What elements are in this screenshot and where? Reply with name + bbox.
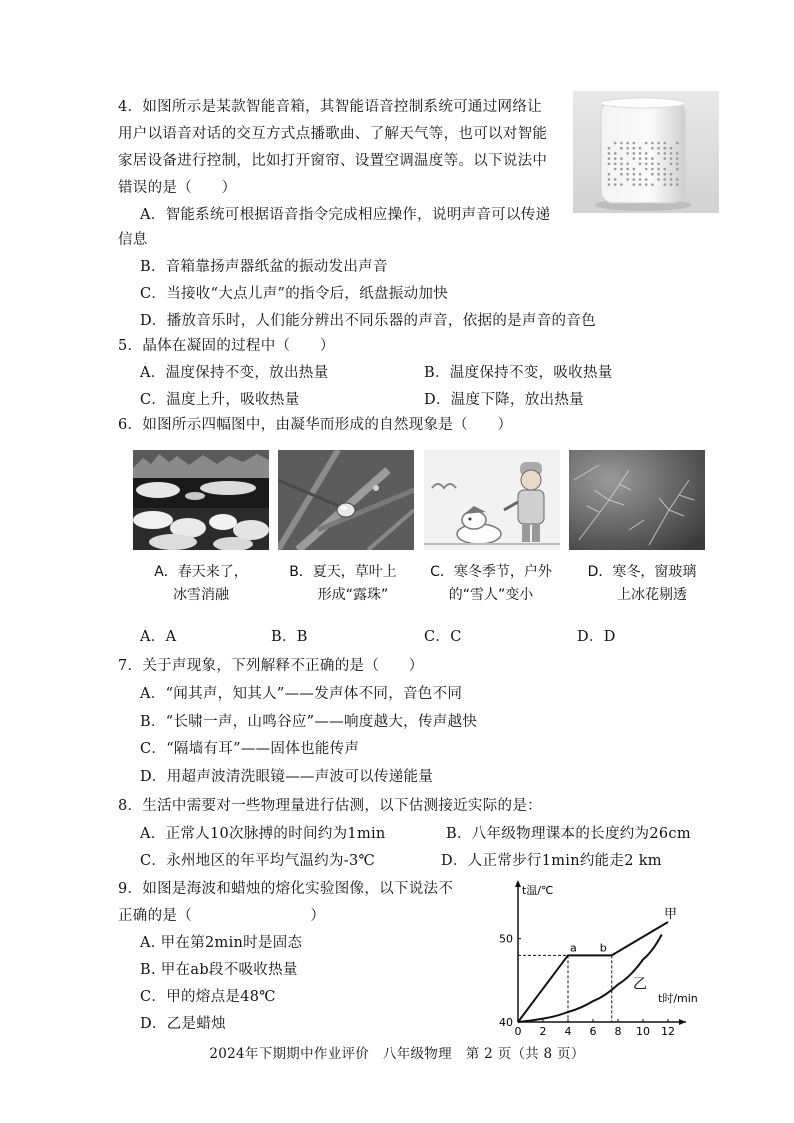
q5-option-a: A．温度保持不变，放出热量	[140, 365, 329, 381]
q9-option-a: A. 甲在第2min时是固态	[140, 935, 303, 951]
y-axis-label: t温/℃	[522, 884, 554, 897]
q8-stem: 8．生活中需要对一些物理量进行估测，以下估测接近实际的是：	[118, 798, 542, 814]
speaker-grille-dot	[608, 183, 611, 186]
y-tick-label: 50	[499, 932, 513, 946]
page-footer: 2024年下期期中作业评价 八年级物理 第 2 页（共 8 页）	[209, 1046, 585, 1062]
speaker-grille-dot	[620, 163, 623, 166]
speaker-grille-dot	[645, 183, 648, 186]
q4-option-d: D．播放音乐时，人们能分辨出不同乐器的声音，依据的是声音的音色	[140, 313, 596, 329]
q5-stem: 5．晶体在凝固的过程中（ ）	[118, 338, 335, 354]
q6-caption-d-line-2: 上冰花剔透	[617, 587, 687, 603]
speaker-grille-dot	[645, 152, 648, 155]
q4-stem-line-2: 用户以语音对话的交互方式点播歌曲、了解天气等，也可以对智能	[118, 126, 548, 142]
q6-caption-a-line-1: A．春天来了，	[154, 564, 248, 580]
speaker-grille-dot	[645, 163, 648, 166]
speaker-grille-dot	[657, 173, 660, 176]
x-tick-label: 8	[614, 1025, 622, 1038]
series-label-yi: 乙	[633, 976, 647, 993]
speaker-grille-dot	[670, 173, 673, 176]
q9-option-c: C．甲的熔点是48℃	[140, 989, 276, 1005]
speaker-grille-dot	[639, 163, 642, 166]
q5-option-c: C．温度上升，吸收热量	[140, 392, 300, 408]
q9-option-b: B. 甲在ab段不吸收热量	[140, 962, 298, 978]
speaker-grille-dot	[639, 173, 642, 176]
speaker-grille-dot	[626, 178, 629, 181]
speaker-grille-dot	[608, 173, 611, 176]
x-axis-label: t时/min	[658, 992, 698, 1005]
speaker-grille-dot	[664, 173, 667, 176]
q6-option-b: B．B	[271, 629, 308, 645]
speaker-grille-dot	[633, 147, 636, 150]
speaker-grille-dot	[639, 157, 642, 160]
q4-option-a-line-1: A．智能系统可根据语音指令完成相应操作，说明声音可以传递	[140, 207, 551, 223]
speaker-grille-dot	[633, 142, 636, 145]
q7-option-b: B．“长啸一声，山鸣谷应”——响度越大，传声越快	[140, 714, 478, 730]
q4-option-b: B．音箱靠扬声器纸盆的振动发出声音	[140, 259, 388, 275]
speaker-grille-dot	[633, 157, 636, 160]
series-label-jia: 甲	[664, 907, 678, 922]
speaker-grille-dot	[676, 183, 679, 186]
speaker-grille-dot	[626, 173, 629, 176]
speaker-grille-dot	[620, 147, 623, 150]
speaker-grille-dot	[614, 152, 617, 155]
speaker-grille-dot	[633, 168, 636, 171]
speaker-grille-dot	[608, 152, 611, 155]
speaker-grille-dot	[657, 142, 660, 145]
speaker-grille-dot	[614, 157, 617, 160]
melting-chart	[478, 872, 718, 1042]
speaker-grille-dot	[664, 168, 667, 171]
speaker-grille-dot	[614, 168, 617, 171]
q4-stem-line-3: 家居设备进行控制，比如打开窗帘、设置空调温度等。以下说法中	[118, 153, 548, 169]
speaker-grille-dot	[614, 163, 617, 166]
speaker-grille-dot	[626, 168, 629, 171]
q5-option-b: B．温度保持不变，吸收热量	[424, 365, 613, 381]
q6-caption-c-line-1: C．寒冬季节，户外	[430, 564, 552, 580]
speaker-grille-dot	[664, 142, 667, 145]
smart-speaker-photo	[573, 91, 719, 213]
speaker-grille-dot	[614, 183, 617, 186]
speaker-grille-dot	[676, 152, 679, 155]
x-tick-label: 2	[539, 1025, 547, 1038]
speaker-grille-dot	[645, 178, 648, 181]
speaker-grille-dot	[620, 157, 623, 160]
q7-option-a: A．“闻其声，知其人”——发声体不同，音色不同	[140, 686, 463, 702]
q6-caption-b-line-1: B．夏天，草叶上	[289, 564, 397, 580]
melting-snow-photo	[133, 450, 269, 550]
speaker-grille-dot	[608, 147, 611, 150]
x-tick-label: 4	[564, 1025, 572, 1038]
speaker-grille-dot	[614, 178, 617, 181]
x-tick-label: 6	[589, 1025, 597, 1038]
x-tick-label: 0	[514, 1025, 522, 1038]
y-axis-arrow	[515, 880, 521, 887]
speaker-grille-dot	[657, 168, 660, 171]
speaker-grille-dot	[639, 152, 642, 155]
speaker-grille-dot	[651, 157, 654, 160]
speaker-grille-dot	[608, 163, 611, 166]
q6-option-c: C．C	[424, 629, 462, 645]
speaker-grille-dot	[620, 173, 623, 176]
speaker-grille-dot	[664, 183, 667, 186]
q4-stem-line-4: 错误的是（ ）	[118, 180, 237, 196]
speaker-grille-dot	[664, 178, 667, 181]
speaker-grille-dot	[626, 163, 629, 166]
frost-window-photo	[569, 450, 705, 550]
speaker-grille-dot	[608, 178, 611, 181]
speaker-grille-dot	[670, 157, 673, 160]
speaker-grille-dot	[676, 178, 679, 181]
speaker-grille-dot	[645, 157, 648, 160]
q5-option-d: D．温度下降，放出热量	[424, 392, 584, 408]
q4-stem-line-1: 4．如图所示是某款智能音箱，其智能语音控制系统可通过网络让	[118, 99, 542, 115]
speaker-grille-dot	[620, 183, 623, 186]
speaker-grille-dot	[633, 178, 636, 181]
speaker-grille-dot	[651, 168, 654, 171]
q7-stem: 7．关于声现象，下列解释不正确的是（ ）	[118, 658, 424, 674]
q8-option-b: B．八年级物理课本的长度约为26cm	[446, 826, 691, 842]
speaker-grille-dot	[664, 152, 667, 155]
speaker-grille-dot	[670, 183, 673, 186]
speaker-grille-dot	[645, 142, 648, 145]
speaker-grille-dot	[651, 173, 654, 176]
q8-option-c: C．永州地区的年平均气温约为-3℃	[140, 853, 376, 869]
speaker-grille-dot	[657, 178, 660, 181]
speaker-grille-dot	[608, 157, 611, 160]
speaker-grille-dot	[620, 142, 623, 145]
y-tick-label: 40	[499, 1016, 513, 1029]
q6-option-d: D．D	[577, 629, 616, 645]
speaker-grille-dot	[651, 163, 654, 166]
speaker-grille-dot	[657, 163, 660, 166]
speaker-grille-dot	[657, 147, 660, 150]
q9-option-d: D．乙是蜡烛	[140, 1016, 226, 1032]
speaker-grille-dot	[676, 157, 679, 160]
speaker-grille-dot	[645, 168, 648, 171]
speaker-grille-dot	[670, 163, 673, 166]
speaker-grille-dot	[633, 173, 636, 176]
q4-option-a-line-2: 信息	[118, 232, 148, 248]
speaker-grille-dot	[639, 178, 642, 181]
q4-option-c: C．当接收“大点儿声”的指令后，纸盘振动加快	[140, 286, 449, 302]
q7-option-d: D．用超声波清洗眼镜——声波可以传递能量	[140, 769, 434, 785]
point-label-b: b	[599, 941, 607, 955]
speaker-grille-dot	[626, 152, 629, 155]
speaker-grille-dot	[670, 147, 673, 150]
speaker-grille-dot	[676, 168, 679, 171]
speaker-grille-dot	[639, 183, 642, 186]
snowman-cartoon	[424, 450, 560, 550]
speaker-grille-dot	[670, 152, 673, 155]
q9-stem-line-2: 正确的是（ ）	[118, 908, 326, 924]
x-tick-label: 12	[661, 1025, 675, 1038]
speaker-grille-dot	[620, 168, 623, 171]
speaker-grille-dot	[676, 142, 679, 145]
point-label-a: a	[570, 941, 577, 955]
speaker-grille-dot	[633, 152, 636, 155]
x-axis-arrow	[679, 1019, 686, 1025]
speaker-grille-dot	[633, 183, 636, 186]
q6-option-a: A．A	[140, 629, 177, 645]
q8-option-a: A．正常人10次脉搏的时间约为1min	[140, 826, 386, 842]
x-tick-label: 10	[636, 1025, 650, 1038]
dew-on-grass-photo	[278, 450, 414, 550]
speaker-grille-dot	[639, 147, 642, 150]
q6-stem: 6．如图所示四幅图中，由凝华而形成的自然现象是（ ）	[118, 417, 513, 433]
speaker-grille-dot	[676, 163, 679, 166]
speaker-grille-dot	[664, 147, 667, 150]
speaker-grille-dot	[670, 178, 673, 181]
q6-caption-c-line-2: 的“雪人”变小	[448, 587, 534, 603]
speaker-grille-dot	[651, 147, 654, 150]
q6-caption-d-line-1: D．寒冬，窗玻璃	[587, 564, 697, 580]
speaker-grille-dot	[651, 183, 654, 186]
q7-option-c: C．“隔墙有耳”——固体也能传声	[140, 741, 360, 757]
q6-caption-a-line-2: 冰雪消融	[173, 587, 229, 603]
speaker-grille-dot	[626, 142, 629, 145]
q8-option-d: D．人正常步行1min约能走2 km	[441, 853, 662, 869]
speaker-grille-dot	[614, 142, 617, 145]
speaker-grille-dot	[664, 157, 667, 160]
speaker-grille-dot	[651, 142, 654, 145]
q9-stem-line-1: 9．如图是海波和蜡烛的熔化实验图像，以下说法不	[118, 881, 454, 897]
speaker-grille-dot	[626, 147, 629, 150]
series-line-jia	[518, 922, 668, 1022]
speaker-grille-dot	[657, 152, 660, 155]
q6-caption-b-line-2: 形成“露珠”	[317, 587, 389, 603]
